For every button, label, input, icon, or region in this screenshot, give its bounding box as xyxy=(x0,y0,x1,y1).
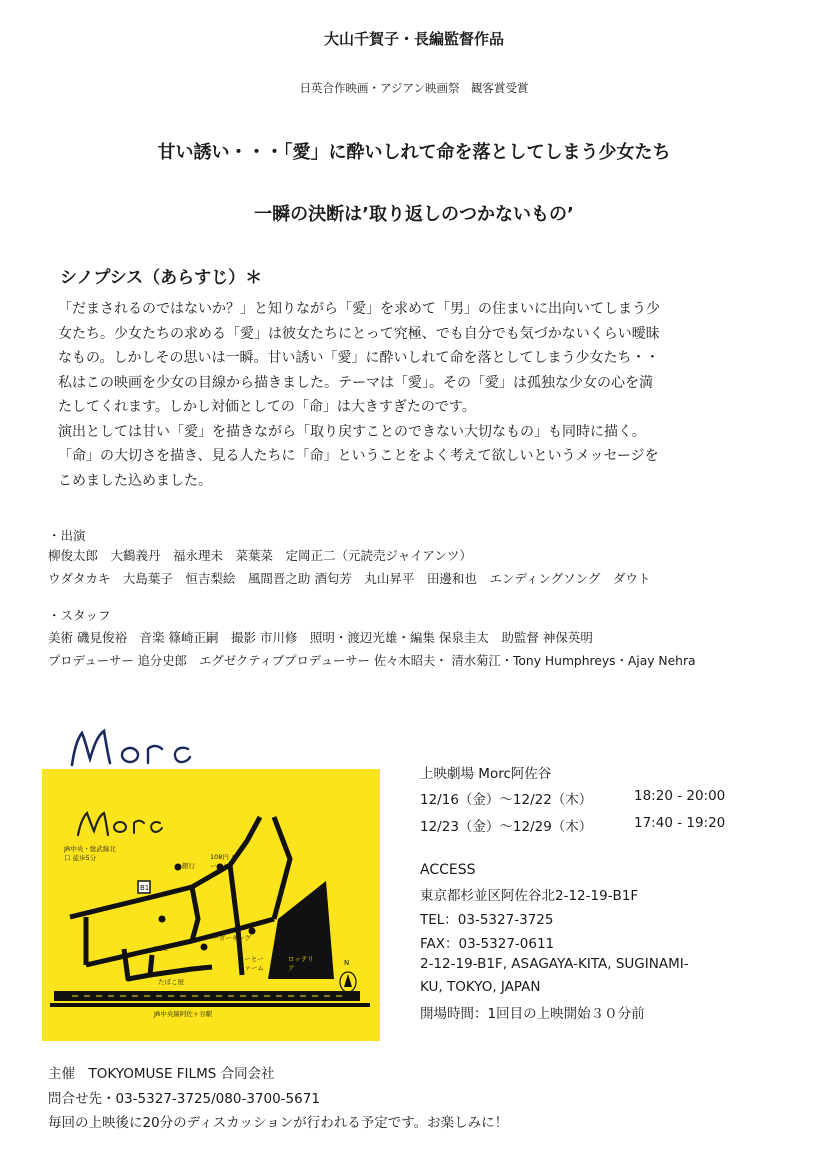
director-line: 大山千賀子・長編監督作品 xyxy=(323,30,504,48)
map-label-station: JR中央線阿佐ヶ谷駅 xyxy=(154,1010,213,1018)
staff-line-2: プロデューサー 追分史郎 エグゼクティブプロデューサー 佐々木昭夫・ 清水菊江・Tony Humphreys・Ajay Nehra xyxy=(48,654,696,668)
synopsis-line: 演出としては甘い「愛」を描きながら「取り戻すことのできない大切なもの」も同時に描く。 xyxy=(58,423,646,440)
morc-logo xyxy=(68,715,218,775)
cast-heading: ・出演 xyxy=(48,528,86,543)
contact: 問合せ先・03-5327-3725/080-3700-5671 xyxy=(48,1091,320,1107)
open-time: 開場時間：1回目の上映開始３０分前 xyxy=(420,1006,645,1022)
award-line: 日英合作映画・アジアン映画祭 観客賞受賞 xyxy=(299,81,529,95)
synopsis-title: シノプシス（あらすじ）＊ xyxy=(60,268,263,288)
schedule-2-time: 17:40 - 19:20 xyxy=(634,815,726,831)
venue-name: 上映劇場 Morc阿佐谷 xyxy=(420,766,552,782)
tagline-2: 一瞬の決断は’取り返しのつかないもの’ xyxy=(254,204,574,225)
address-en-1: 2-12-19-B1F, ASAGAYA-KITA, SUGINAMI- xyxy=(420,956,689,972)
map-label-exit: JR中央・総武線北口 徒歩5分 xyxy=(64,845,116,862)
tel: TEL：03-5327-3725 xyxy=(420,912,554,928)
svg-text:B1: B1 xyxy=(140,884,150,892)
access-map xyxy=(42,769,380,1041)
staff-line-1: 美術 磯見俊裕 音楽 篠崎正嗣 撮影 市川修 照明・渡辺光雄・編集 保泉圭太 助監督 神保英明 xyxy=(48,630,593,645)
address-jp: 東京都杉並区阿佐谷北2-12-19-B1F xyxy=(420,888,639,904)
synopsis-line: 私はこの映画を少女の目線から描きました。テーマは「愛」。その「愛」は孤独な少女の心を満 xyxy=(58,374,653,391)
synopsis-line: なもの。しかしその思いは一瞬。甘い誘い「愛」に酔いしれて命を落としてしまう少女たち・・ xyxy=(58,350,660,366)
map-label-north: N xyxy=(344,959,350,967)
staff-heading: ・スタッフ xyxy=(48,608,111,623)
synopsis-line: たしてくれます。しかし対価としての「命」は大きすぎたのです。 xyxy=(58,399,476,415)
synopsis-line: こめました込めました。 xyxy=(58,472,212,489)
map-label-burger: バーガーキング xyxy=(206,934,252,942)
map-label-tok: TOK xyxy=(154,945,168,953)
cast-line-1: 柳俊太郎 大鶴義丹 福永理未 菜葉菜 定岡正二（元読売ジャイアンツ） xyxy=(48,548,472,563)
tagline-1: 甘い誘い・・・「愛」に酔いしれて命を落としてしまう少女たち xyxy=(157,142,671,163)
schedule-2-dates: 12/23（金）～12/29（木） xyxy=(420,819,593,835)
discussion-note: 毎回の上映後に20分のディスカッションが行われる予定です。お楽しみに！ xyxy=(48,1115,509,1131)
map-label-bank: 銀行 xyxy=(182,862,195,870)
fax: FAX：03-5327-0611 xyxy=(420,936,555,952)
schedule-1-time: 18:20 - 20:00 xyxy=(634,788,726,804)
map-label-108: 108円 ローソン xyxy=(210,853,238,870)
schedule-1-dates: 12/16（金）～12/22（木） xyxy=(420,792,593,808)
map-label-lotteria: ロッテリア xyxy=(288,955,314,972)
synopsis-line: 「命」の大切さを描き、見る人たちに「命」ということをよく考えて欲しいというメッセージを xyxy=(58,448,659,464)
map-label-coffee: コーヒー ファーム xyxy=(238,955,264,972)
synopsis-body xyxy=(58,297,778,493)
access-heading: ACCESS xyxy=(420,862,476,878)
organizer: 主催 TOKYOMUSE FILMS 合同会社 xyxy=(48,1066,275,1082)
map-label-tabako: たばこ屋 xyxy=(158,978,184,986)
cast-line-2: ウダタカキ 大島葉子 恒吉梨絵 風間晋之助 酒匂芳 丸山昇平 田邊和也 エンディングソング ダウト xyxy=(48,571,651,586)
synopsis-line: 女たち。少女たちの求める「愛」は彼女たちにとって究極、でも自分でも気づかないくらい曖昧 xyxy=(58,325,660,342)
address-en-2: KU, TOKYO, JAPAN xyxy=(420,979,541,995)
synopsis-line: 「だまされるのではないか？」と知りながら「愛」を求めて「男」の住まいに出向いてしまう少 xyxy=(58,301,660,317)
